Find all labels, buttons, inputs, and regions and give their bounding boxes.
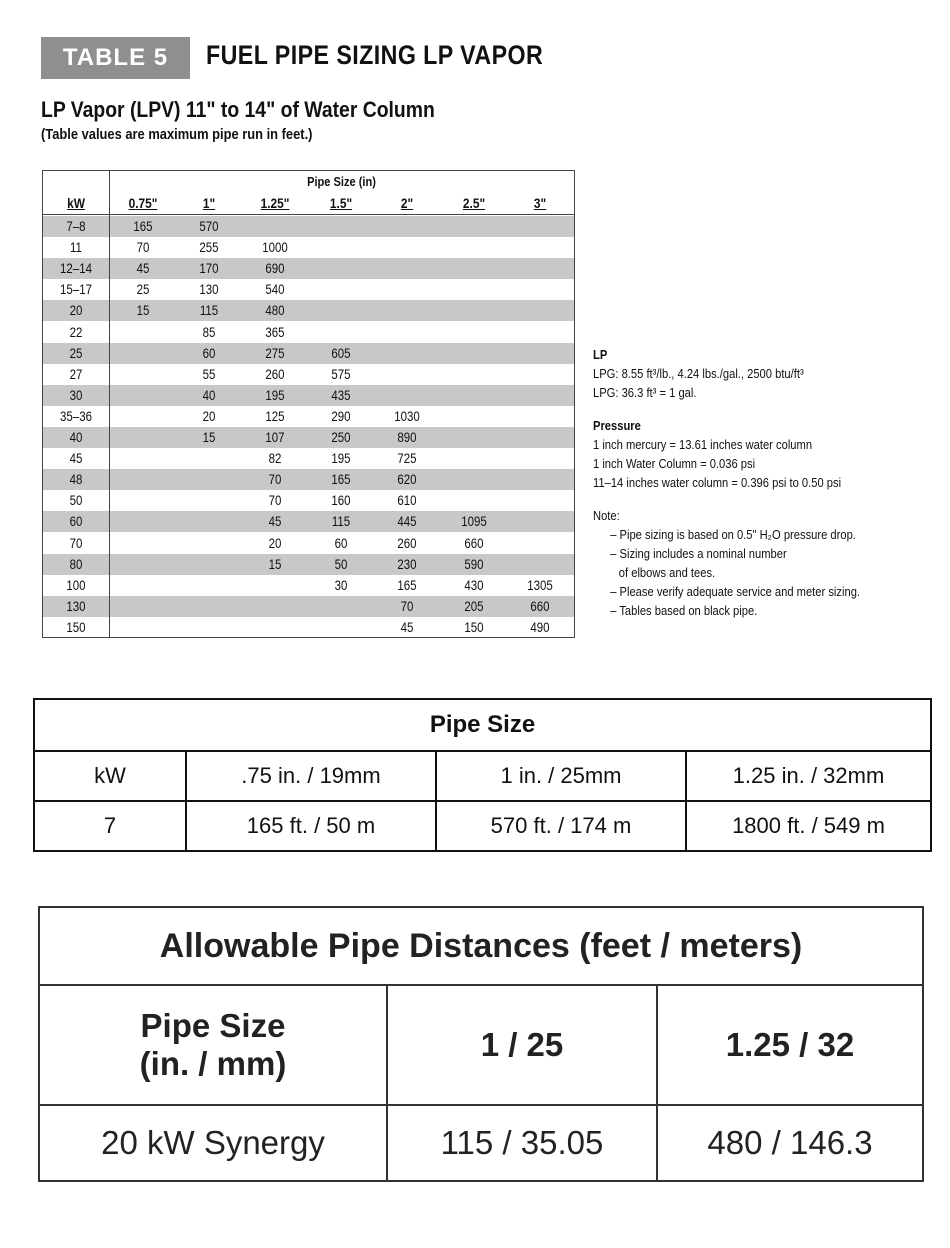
pipe-run-cell: 660 [530, 597, 550, 614]
table-row [43, 385, 574, 406]
pipe-run-cell: 445 [397, 513, 417, 530]
header-cell: 1 / 25 [387, 985, 657, 1105]
pipe-run-cell: 570 [199, 218, 219, 234]
table-cell: 7 [34, 801, 186, 851]
table-row [43, 279, 574, 300]
pipe-run-cell: 30 [334, 576, 348, 593]
pipe-run-cell: 50 [334, 555, 348, 572]
page-title: FUEL PIPE SIZING LP VAPOR [206, 40, 544, 70]
table-row [43, 343, 574, 364]
header-cell: 1.25 / 32 [657, 985, 923, 1105]
table-cell: 570 ft. / 174 m [436, 801, 686, 851]
kw-cell: 70 [69, 534, 83, 551]
kw-cell: 150 [66, 618, 86, 635]
pipe-run-cell: 150 [464, 618, 484, 635]
header-divider [43, 214, 574, 215]
pipe-run-cell: 70 [268, 471, 282, 488]
pipe-run-cell: 480 [265, 302, 285, 319]
pipe-run-cell: 610 [397, 492, 417, 509]
table-row [43, 258, 574, 279]
pressure-line-3: 11–14 inches water column = 0.396 psi to 0.50 psi [593, 475, 842, 490]
header-cell: .75 in. / 19mm [186, 751, 436, 801]
table-row [43, 596, 574, 617]
pipe-run-cell: 620 [397, 471, 417, 488]
pipe-run-cell: 275 [265, 344, 285, 361]
pipe-run-cell: 365 [265, 323, 285, 340]
pipe-run-cell: 890 [397, 429, 417, 445]
table-row [43, 322, 574, 343]
note-line-2b: of elbows and tees. [618, 565, 716, 580]
table-subtitle: LP Vapor (LPV) 11" to 14" of Water Column [41, 97, 435, 122]
pressure-line-2: 1 inch Water Column = 0.036 psi [593, 456, 756, 471]
pipe-run-cell: 45 [136, 260, 150, 277]
pipe-run-cell: 70 [136, 239, 150, 256]
pipe-run-cell: 260 [265, 365, 285, 382]
pipe-run-cell: 430 [464, 576, 484, 593]
pipe-run-cell: 85 [202, 323, 216, 340]
pipe-run-cell: 45 [268, 513, 282, 530]
table-row [43, 448, 574, 469]
pipe-run-cell: 60 [202, 344, 216, 361]
pipe-run-cell: 125 [265, 407, 285, 424]
pipe-run-cell: 165 [397, 576, 417, 593]
kw-cell: 12–14 [60, 260, 92, 277]
column-header: 0.75" [128, 195, 158, 211]
table-row [34, 751, 931, 801]
kw-cell: 60 [69, 513, 83, 530]
pipe-run-cell: 255 [199, 239, 219, 256]
pipe-run-cell: 170 [199, 260, 219, 277]
pipe-run-cell: 725 [397, 450, 417, 467]
pipe-run-cell: 490 [530, 618, 550, 635]
header-cell: kW [34, 751, 186, 801]
pipe-run-cell: 435 [331, 386, 351, 403]
note-line-2a: – Sizing includes a nominal number [610, 546, 787, 561]
table-row [39, 985, 923, 1105]
pipe-size-label-cell [39, 985, 387, 1105]
note-line-1: – Pipe sizing is based on 0.5" H₂O pressure drop. [610, 527, 856, 542]
pipe-run-cell: 540 [265, 281, 285, 298]
table-row [39, 1105, 923, 1181]
pipe-size-title: Pipe Size [34, 699, 931, 751]
pipe-size-label: Pipe Size [140, 1007, 286, 1044]
kw-cell: 45 [69, 450, 83, 467]
pipe-size-7kw-table [33, 698, 932, 852]
kw-cell: 35–36 [60, 407, 92, 424]
pipe-run-cell: 40 [202, 386, 216, 403]
table-row [43, 364, 574, 385]
column-header: kW [67, 195, 85, 211]
pipe-run-cell: 605 [331, 344, 351, 361]
note-line-4: – Tables based on black pipe. [610, 603, 758, 618]
kw-cell: 40 [69, 429, 83, 445]
pipe-run-cell: 160 [331, 492, 351, 509]
kw-cell: 11 [70, 239, 82, 256]
table-row [43, 554, 574, 575]
allowable-distances-table [38, 906, 924, 1182]
table-row [43, 533, 574, 554]
lp-heading: LP [593, 347, 608, 362]
pipe-run-cell: 230 [397, 555, 417, 572]
pipe-run-cell: 250 [331, 429, 351, 445]
table-row [43, 575, 574, 596]
pipe-run-cell: 55 [202, 365, 216, 382]
table-row [43, 406, 574, 427]
pressure-line-1: 1 inch mercury = 13.61 inches water column [593, 437, 813, 452]
kw-cell: 20 [69, 302, 83, 319]
pipe-run-cell: 82 [268, 450, 282, 467]
pipe-run-cell: 70 [400, 597, 414, 614]
pipe-run-cell: 1030 [394, 407, 420, 424]
header-cell: 1.25 in. / 32mm [686, 751, 931, 801]
pipe-run-cell: 15 [136, 302, 150, 319]
note-heading: Note: [593, 508, 620, 523]
table-row [43, 216, 574, 237]
pipe-run-cell: 195 [265, 386, 285, 403]
table-cell: 165 ft. / 50 m [186, 801, 436, 851]
pipe-run-cell: 660 [464, 534, 484, 551]
pipe-sizing-table-header [43, 171, 574, 215]
kw-cell: 48 [69, 471, 83, 488]
pipe-run-cell: 1305 [527, 576, 553, 593]
table-row [43, 427, 574, 448]
kw-cell: 25 [69, 344, 83, 361]
pipe-run-cell: 45 [400, 618, 414, 635]
kw-cell: 22 [69, 323, 83, 340]
kw-column-divider [109, 171, 110, 637]
header-cell: 1 in. / 25mm [436, 751, 686, 801]
column-header: 1.5" [329, 195, 353, 211]
column-header: 1.25" [260, 195, 290, 211]
pipe-size-unit-label: (in. / mm) [139, 1045, 287, 1082]
pipe-run-cell: 290 [331, 407, 351, 424]
pipe-run-cell: 260 [397, 534, 417, 551]
pipe-run-cell: 15 [202, 429, 216, 445]
pipe-run-cell: 60 [334, 534, 348, 551]
pipe-sizing-table [42, 170, 575, 638]
column-header: 2" [400, 195, 414, 211]
table-row [43, 511, 574, 532]
table-row [43, 300, 574, 321]
pipe-run-cell: 115 [199, 302, 219, 319]
table-cell: 480 / 146.3 [657, 1105, 923, 1181]
table-subnote: (Table values are maximum pipe run in feet.) [41, 126, 313, 143]
pressure-heading: Pressure [593, 418, 641, 433]
reference-notes [593, 345, 933, 620]
table-row [34, 801, 931, 851]
pipe-run-cell: 590 [464, 555, 484, 572]
table-row [43, 617, 574, 638]
kw-cell: 130 [66, 597, 86, 614]
pipe-run-cell: 165 [331, 471, 351, 488]
pipe-run-cell: 107 [265, 429, 285, 445]
column-header: 1" [202, 195, 216, 211]
pipe-run-cell: 20 [202, 407, 216, 424]
column-header: 2.5" [462, 195, 486, 211]
table-cell: 115 / 35.05 [387, 1105, 657, 1181]
kw-cell: 7–8 [66, 218, 86, 234]
pipe-run-cell: 130 [199, 281, 219, 298]
pipe-run-cell: 15 [268, 555, 282, 572]
column-header: 3" [533, 195, 547, 211]
pipe-run-cell: 195 [331, 450, 351, 467]
pipe-size-span-header: Pipe Size (in) [307, 174, 376, 189]
pipe-run-cell: 1095 [461, 513, 487, 530]
kw-cell: 27 [69, 365, 83, 382]
pipe-run-cell: 70 [268, 492, 282, 509]
pipe-run-cell: 20 [268, 534, 282, 551]
note-line-3: – Please verify adequate service and meter sizing. [610, 584, 861, 599]
kw-cell: 50 [69, 492, 83, 509]
pipe-run-cell: 575 [331, 365, 351, 382]
table-row [43, 469, 574, 490]
pipe-run-cell: 690 [265, 260, 285, 277]
pipe-run-cell: 165 [133, 218, 153, 234]
lp-line-2: LPG: 36.3 ft³ = 1 gal. [593, 385, 697, 400]
pipe-run-cell: 205 [464, 597, 484, 614]
kw-cell: 30 [69, 386, 83, 403]
table-row [43, 490, 574, 511]
lp-line-1: LPG: 8.55 ft³/lb., 4.24 lbs./gal., 2500 btu/ft³ [593, 366, 804, 381]
pipe-run-cell: 115 [331, 513, 351, 530]
table-cell: 1800 ft. / 549 m [686, 801, 931, 851]
pipe-run-cell: 1000 [262, 239, 288, 256]
table-cell: 20 kW Synergy [39, 1105, 387, 1181]
kw-cell: 15–17 [60, 281, 92, 298]
table-row [43, 237, 574, 258]
kw-cell: 100 [66, 576, 86, 593]
allowable-distances-title: Allowable Pipe Distances (feet / meters) [39, 907, 923, 985]
table-number-tag: TABLE 5 [41, 37, 190, 79]
kw-cell: 80 [69, 555, 83, 572]
pipe-run-cell: 25 [136, 281, 150, 298]
